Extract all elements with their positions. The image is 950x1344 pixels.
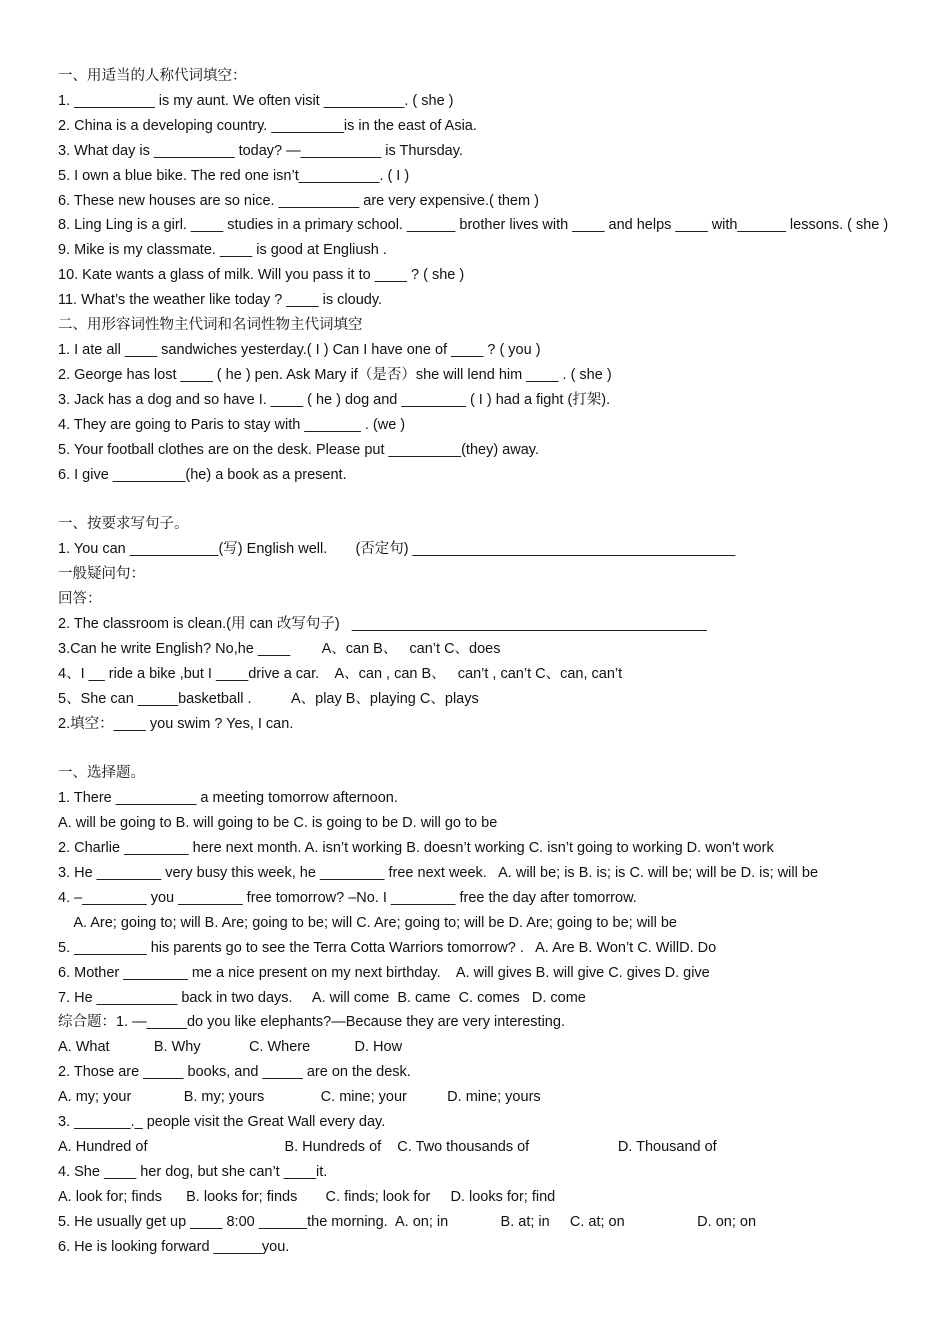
options-line: A. my; your B. my; yours C. mine; your D. mine; yours: [58, 1089, 541, 1106]
question-line: 2. China is a developing country. _________is in the east of Asia.: [58, 117, 477, 134]
question-line: 11. What’s the weather like today ? ____ is cloudy.: [58, 292, 383, 309]
worksheet-page: [58, 64, 903, 1259]
question-line: 9. Mike is my classmate. ____ is good at Engliush .: [58, 242, 387, 259]
section-heading-comprehensive: 综合题：1. —_____do you like elephants?—Because they are very interesting.: [58, 1014, 565, 1031]
question-line: 5、She can _____basketball . A、play B、playing C、plays: [58, 690, 479, 707]
section-heading-choice: 一、选择题。: [58, 765, 145, 782]
question-line: 6. Mother ________ me a nice present on my next birthday. A. will gives B. will give C. gives D. give: [58, 964, 710, 981]
question-line: 5. _________ his parents go to see the Terra Cotta Warriors tomorrow? . A. Are B. Won’t C. WillD. Do: [58, 939, 717, 956]
question-line: 4. They are going to Paris to stay with _______ . (we ): [58, 416, 406, 433]
options-line: A. What B. Why C. Where D. How: [58, 1039, 403, 1056]
options-line: A. will be going to B. will going to be C. is going to be D. will go to be: [58, 815, 498, 832]
question-line: 一般疑问句：: [58, 566, 145, 583]
question-line: 4. –________ you ________ free tomorrow? –No. I ________ free the day after tomorrow.: [58, 889, 637, 906]
blank-line: [58, 487, 903, 512]
question-line: 6. These new houses are so nice. __________ are very expensive.( them ): [58, 192, 539, 209]
question-line: 1. You can ___________(写) English well. (否定句) ________________________________________: [58, 541, 736, 558]
question-line: 4、I __ ride a bike ,but I ____drive a car. A、can , can B、 can’t , can’t C、can, can’t: [58, 665, 623, 682]
question-line: 5. Your football clothes are on the desk. Please put _________(they) away.: [58, 441, 539, 458]
question-line: 2. George has lost ____ ( he ) pen. Ask Mary if（是否）she will lend him ____ . ( she ): [58, 366, 612, 383]
question-line: 回答：: [58, 591, 102, 608]
question-line: 3. What day is __________ today? —__________ is Thursday.: [58, 142, 463, 159]
section-heading-pronouns: 一、用适当的人称代词填空：: [58, 68, 247, 84]
question-line: 1. There __________ a meeting tomorrow afternoon.: [58, 790, 398, 807]
question-line: 1. I ate all ____ sandwiches yesterday.( I ) Can I have one of ____ ? ( you ): [58, 341, 541, 358]
question-line: 2. Those are _____ books, and _____ are on the desk.: [58, 1064, 411, 1081]
blank-line: [58, 736, 903, 761]
options-line: A. Hundred of B. Hundreds of C. Two thousands of D. Thousand of: [58, 1138, 717, 1155]
question-line: 2. The classroom is clean.(用 can 改写句子) ____________________________________________: [58, 615, 707, 632]
question-line: 2.填空：____ you swim ? Yes, I can.: [58, 715, 294, 732]
question-line: 6. I give _________(he) a book as a present.: [58, 466, 347, 483]
options-line: A. look for; finds B. looks for; finds C. finds; look for D. looks for; find: [58, 1188, 556, 1205]
question-line: 1. __________ is my aunt. We often visit __________. ( she ): [58, 92, 454, 109]
question-line: 4. She ____ her dog, but she can’t ____it.: [58, 1163, 328, 1180]
question-line: 5. I own a blue bike. The red one isn’t__________. ( I ): [58, 167, 410, 184]
section-heading-possessives: 二、用形容词性物主代词和名词性物主代词填空: [58, 317, 363, 334]
question-line: 3. Jack has a dog and so have I. ____ ( he ) dog and ________ ( I ) had a fight (打架).: [58, 391, 611, 408]
question-line: 6. He is looking forward ______you.: [58, 1238, 290, 1255]
question-line: 3. _______._ people visit the Great Wall every day.: [58, 1114, 386, 1131]
question-line: 7. He __________ back in two days. A. will come B. came C. comes D. come: [58, 989, 586, 1006]
options-line: A. Are; going to; will B. Are; going to be; will C. Are; going to; will be D. Are; going to be; will be: [58, 914, 677, 931]
question-line: 3. He ________ very busy this week, he ________ free next week. A. will be; is B. is; is C. will be; will be D. is; will be: [58, 864, 819, 881]
question-line: 8. Ling Ling is a girl. ____ studies in a primary school. ______ brother lives with ____ and helps ____ with______ lessons. ( she ): [58, 217, 889, 234]
question-line: 2. Charlie ________ here next month. A. isn’t working B. doesn’t working C. isn’t going to working D. won’t work: [58, 840, 774, 857]
question-line: 10. Kate wants a glass of milk. Will you pass it to ____ ? ( she ): [58, 267, 465, 284]
section-heading-sentences: 一、按要求写句子。: [58, 516, 189, 533]
question-line: 5. He usually get up ____ 8:00 ______the morning. A. on; in B. at; in C. at; on D. on; on: [58, 1213, 757, 1230]
question-line: 3.Can he write English? No,he ____ A、can B、 can’t C、does: [58, 640, 501, 657]
